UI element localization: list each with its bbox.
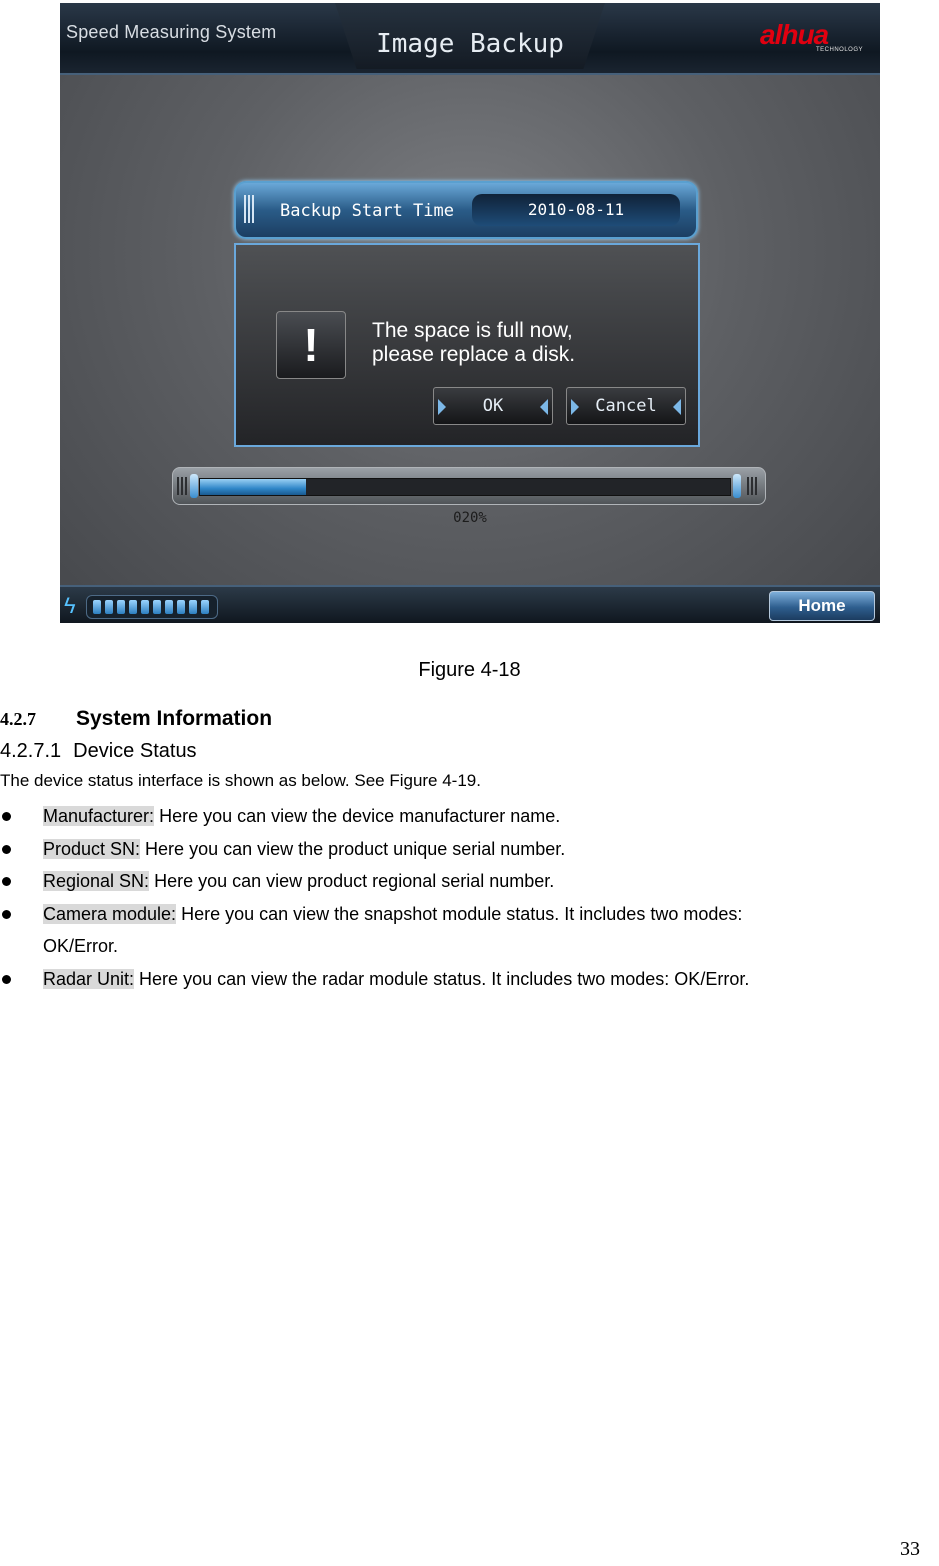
brand-logo: alhua — [760, 19, 829, 50]
bullet-text-continued: OK/Error. — [43, 936, 119, 956]
backup-progress-bar — [172, 467, 766, 505]
page-number: 33 — [900, 1538, 920, 1560]
bullet-text: Here you can view product regional serial number. — [149, 871, 555, 891]
battery-cell — [129, 600, 137, 614]
battery-cell — [153, 600, 161, 614]
system-name: Speed Measuring System — [66, 22, 277, 42]
bullet-dot-icon — [2, 812, 11, 821]
bullet-dot-icon — [2, 877, 11, 886]
ok-button-label: OK — [482, 396, 504, 416]
progress-track-inner — [199, 478, 731, 496]
brand-logo-sub: TECHNOLOGY — [816, 47, 864, 53]
dialog-message-line-1: The space is full now, — [372, 319, 573, 342]
dialog-message — [372, 319, 575, 367]
bullet-dot-icon — [2, 975, 11, 984]
progress-fill — [200, 479, 306, 495]
arrow-right-icon — [571, 399, 579, 415]
bullet-text: Here you can view the radar module status. It includes two modes: OK/Error. — [134, 969, 750, 989]
cancel-button-label: Cancel — [595, 396, 657, 416]
battery-cell — [177, 600, 185, 614]
arrow-left-icon — [540, 399, 548, 415]
backup-start-time-label: Backup Start Time — [280, 201, 454, 221]
bullet-term: Manufacturer: — [43, 806, 155, 826]
progress-percent: 020% — [453, 510, 487, 526]
battery-cell — [117, 600, 125, 614]
page-title: Image Backup — [376, 29, 564, 59]
backup-start-time-value[interactable]: 2010-08-11 — [472, 194, 680, 226]
grip-lines-icon — [747, 477, 759, 495]
battery-cell — [141, 600, 149, 614]
arrow-right-icon — [438, 399, 446, 415]
bullet-term: Camera module: — [43, 904, 177, 924]
cancel-button[interactable] — [566, 387, 686, 425]
battery-cell — [189, 600, 197, 614]
battery-cell — [201, 600, 209, 614]
bullet-term: Product SN: — [43, 839, 141, 859]
subsection-number: 4.2.7.1 — [0, 740, 62, 762]
progress-cap-left — [190, 474, 198, 498]
grip-lines-icon — [177, 477, 189, 495]
bottom-bar — [60, 585, 880, 623]
section-title: System Information — [76, 707, 273, 730]
bullet-text: Here you can view the product unique serial number. — [140, 839, 566, 859]
bullet-text: Here you can view the device manufacturer name. — [154, 806, 561, 826]
arrow-left-icon — [673, 399, 681, 415]
top-bar — [60, 3, 880, 75]
battery-cell — [93, 600, 101, 614]
home-button[interactable]: Home — [769, 591, 875, 621]
progress-cap-right — [733, 474, 741, 498]
dialog-message-line-2: please replace a disk. — [372, 343, 576, 366]
grip-lines-icon — [244, 195, 256, 223]
figure-caption: Figure 4-18 — [418, 659, 521, 681]
bullet-text: Here you can view the snapshot module status. It includes two modes: — [176, 904, 743, 924]
section-number: 4.2.7 — [0, 709, 36, 729]
backup-start-time-field — [234, 181, 698, 239]
lightning-bolt-icon: ϟ — [64, 593, 76, 618]
exclamation-icon: ! — [276, 311, 346, 379]
disk-full-dialog — [234, 243, 700, 447]
bullet-dot-icon — [2, 845, 11, 854]
ok-button[interactable] — [433, 387, 553, 425]
device-screenshot — [60, 3, 880, 623]
subsection-heading — [0, 740, 197, 763]
intro-paragraph: The device status interface is shown as below. See Figure 4-19. — [0, 771, 481, 790]
battery-cell — [105, 600, 113, 614]
battery-level-indicator — [86, 595, 218, 619]
bullet-term: Radar Unit: — [43, 969, 135, 989]
subsection-title: Device Status — [73, 740, 197, 762]
battery-cell — [165, 600, 173, 614]
bullet-dot-icon — [2, 910, 11, 919]
bullet-term: Regional SN: — [43, 871, 150, 891]
